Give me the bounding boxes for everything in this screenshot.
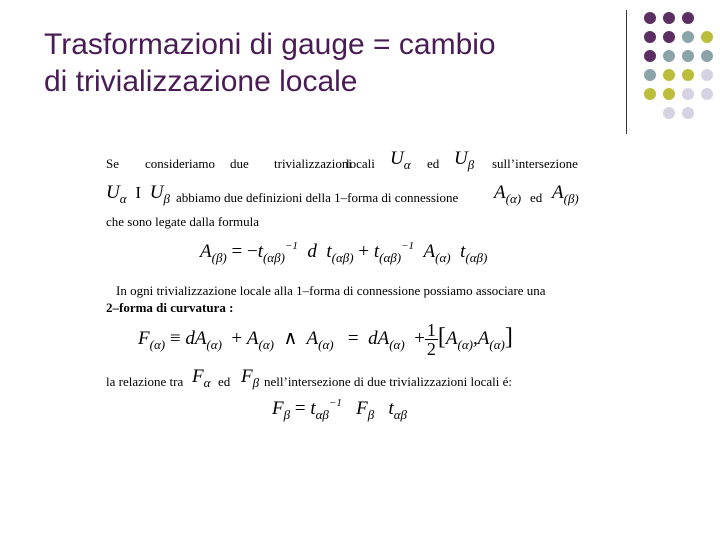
decorative-dot-grid: [0, 0, 720, 140]
dot-row-2: [644, 31, 713, 43]
text-legate-formula: che sono legate dalla formula: [106, 214, 260, 229]
text-due-definizioni: abbiamo due definizioni della 1–forma di connessione: [176, 190, 459, 205]
text-trivializzazioni: trivializzazioni: [274, 156, 352, 171]
formula-connection-transform: $A_{(\beta)} = -t_{(\alpha\beta)}^{-1}$ d $t_{(\alpha\beta)} + t_{(\alpha\beta)}^{-1}$ $A_{(\alpha)}$ $t_{(\alpha\beta)}$: [200, 240, 488, 265]
text-la-relazione-tra: la relazione tra: [106, 374, 184, 389]
dot-row-4: [644, 69, 713, 81]
text-locali: locali: [346, 156, 375, 171]
title-line-1: Trasformazioni di gauge = cambio: [44, 28, 496, 61]
math-F-alpha: $F_\alpha$: [192, 366, 211, 390]
dot-row-6: [663, 107, 694, 119]
dot-row-5: [644, 88, 713, 100]
fraction-one-half: $\frac{1}{2}$: [426, 320, 436, 359]
math-F-beta: $F_\beta$: [241, 366, 260, 390]
dot-row-1: [644, 12, 694, 24]
math-U-alpha: $U_\alpha$: [390, 148, 411, 172]
text-ed: ed: [427, 156, 440, 171]
text-forma-curvatura: 2–forma di curvatura :: [106, 300, 234, 315]
text-ed-3: ed: [218, 374, 231, 389]
math-U-beta: $U_\beta$: [454, 148, 475, 172]
dot-row-3: [644, 50, 713, 62]
text-ed-2: ed: [530, 190, 543, 205]
text-se: Se: [106, 156, 119, 171]
math-intersection: $U_\alpha$ I $U_\beta$: [106, 182, 170, 206]
text-sull-intersezione: sull’intersezione: [492, 156, 578, 171]
text-nell-intersezione: nell’intersezione di due trivializzazioni locali é:: [264, 374, 512, 389]
math-A-beta: $A_{(\beta)}$: [552, 182, 579, 206]
text-due: due: [230, 156, 249, 171]
formula-curvature: $F_{(\alpha)} \equiv dA_{(\alpha)} + A_{(\alpha)}$ ∧ $A_{(\alpha)} = dA_{(\alpha)}$ + $\frac{1}{2}[A_{(\alpha)},A_{(\alpha)}]$: [138, 320, 513, 359]
text-ogni-trivializzazione: In ogni trivializzazione locale alla 1–forma di connessione possiamo associare una: [116, 283, 546, 298]
formula-curvature-transform: $F_\beta = t_{\alpha\beta}^{-1}$ $F_\beta$ $t_{\alpha\beta}$: [272, 397, 408, 422]
title-line-2: di trivializzazione locale: [44, 65, 358, 98]
text-consideriamo: consideriamo: [145, 156, 216, 171]
math-A-alpha: $A_{(\alpha)}$: [494, 182, 522, 206]
